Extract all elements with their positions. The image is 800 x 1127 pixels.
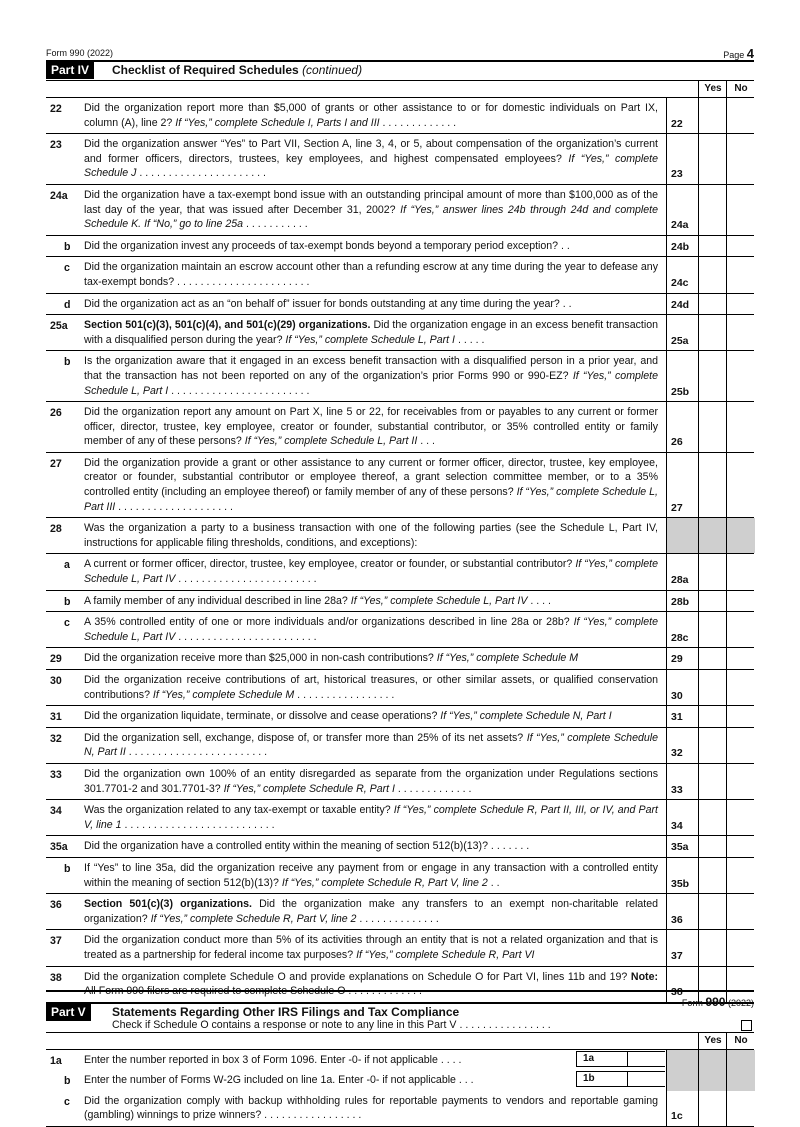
entry-box-label: 1a (576, 1051, 628, 1067)
line-number: 23 (50, 139, 62, 152)
form-id: Form 990 (2022) (46, 48, 114, 58)
question-plain-text: Did the organization comply with backup withholding rules for reportable payments to vendors and reportable gaming (gambling) winnings to prize winners? (84, 1094, 658, 1122)
line-number: b (64, 356, 71, 369)
question-text (84, 315, 658, 350)
part5-row (46, 1070, 754, 1091)
yes-answer-cell[interactable] (698, 648, 727, 669)
question-plain-text: Did the organization have a controlled entity within the meaning of section 512(b)(13)? (84, 840, 488, 853)
checklist-row (46, 764, 754, 800)
question-instruction: If “Yes,” complete Schedule M (152, 688, 295, 701)
leader-dots: . . . . . . . . . . . . . . . . . . . . . . . . (175, 573, 317, 586)
no-answer-cell[interactable] (726, 134, 755, 184)
yes-answer-cell[interactable] (698, 612, 727, 647)
no-answer-cell[interactable] (726, 764, 755, 799)
line-code-cell (666, 706, 699, 727)
checklist-row (46, 706, 754, 728)
question-instruction: If “Yes,” complete Schedule L, Part I (84, 369, 658, 397)
line-number: 35a (50, 841, 68, 854)
line-code: 33 (671, 783, 683, 796)
question-plain-text: Did the organization report more than $5,000 of grants or other assistance to or for domestic individuals on Part IX, column (A), line 2? (84, 102, 658, 129)
question-plain-text: Enter the number reported in box 3 of Form 1096. Enter -0- if not applicable (84, 1053, 438, 1066)
question-instruction: If “Yes,” complete Schedule L, Part II (244, 435, 418, 448)
question-instruction: If “Yes,” complete Schedule I, Parts I and III (175, 116, 380, 129)
leader-dots: . . . . . . . . . . . . . . . . . . . . . . . . . . (121, 818, 275, 831)
leader-dots: . . . . . (455, 333, 485, 346)
page-header (46, 44, 754, 60)
checklist-row (46, 98, 754, 134)
line-number: 25a (50, 320, 68, 333)
yes-answer-cell[interactable] (698, 706, 727, 727)
line-code-cell (666, 894, 699, 929)
checklist-row (46, 554, 754, 590)
checklist-row (46, 858, 754, 894)
yes-answer-cell (698, 1050, 727, 1071)
yes-answer-cell[interactable] (698, 185, 727, 235)
no-answer-cell (726, 1050, 755, 1071)
no-answer-cell[interactable] (726, 1091, 755, 1126)
line-code: 23 (671, 168, 683, 181)
checklist-row (46, 518, 754, 554)
line-code: 30 (671, 689, 683, 702)
line-code-cell (666, 670, 699, 705)
line-code-cell (666, 518, 699, 553)
question-text (84, 518, 658, 553)
line-number: 32 (50, 732, 62, 745)
leader-dots: . . . . . . . . . . . . . . . . . . . . . . . . (168, 384, 310, 397)
question-text (84, 1050, 554, 1071)
question-plain-text: Did the organization conduct more than 5% of its activities through an entity that is not a related organization and that is treated as a partnership for federal income tax purposes? (84, 934, 658, 961)
question-instruction: If “Yes,” complete Schedule J (84, 152, 659, 180)
question-instruction: If “Yes,” complete Schedule R, Part V, line 2 (150, 912, 357, 925)
no-answer-cell[interactable] (726, 706, 755, 727)
line-number: b (64, 595, 71, 608)
question-text (84, 351, 658, 401)
page-number: Page 4 (723, 46, 754, 61)
question-note-label: Note: (630, 970, 658, 983)
question-text (84, 185, 658, 235)
checklist-row (46, 728, 754, 764)
question-plain-text: Did the organization invest any proceeds of tax-exempt bonds beyond a temporary period exception? (84, 239, 559, 252)
line-code-cell (666, 1070, 699, 1091)
line-code: 1c (671, 1110, 683, 1123)
checklist-row (46, 670, 754, 706)
question-text (84, 612, 658, 647)
leader-dots: . . . . . . . . . . . . . (345, 985, 422, 998)
question-plain-text: Was the organization a party to a business transaction with one of the following parties (see the Schedule L, Part IV, instructions for applicable filing thresholds, conditions, and exceptions): (84, 522, 658, 549)
line-code-cell (666, 134, 699, 184)
line-code: 32 (671, 747, 683, 760)
line-code: 25b (671, 385, 690, 398)
question-text (84, 591, 658, 612)
question-plain-text: Did the organization receive more than $25,000 in non-cash contributions? (84, 652, 437, 665)
question-text (84, 1091, 658, 1126)
yes-answer-cell[interactable] (698, 402, 727, 452)
entry-input-field[interactable] (621, 1071, 665, 1087)
question-text (84, 858, 658, 893)
line-code: 38 (671, 986, 683, 999)
yes-answer-cell[interactable] (698, 98, 727, 133)
question-plain-text: If “Yes” to line 35a, did the organization receive any payment from or engage in any transaction with a controlled entity within the meaning of section 512(b)(13)? (84, 861, 658, 889)
line-number: 31 (50, 711, 62, 724)
yes-column-header: Yes (698, 81, 727, 97)
line-code-cell (666, 402, 699, 452)
line-code: 24a (671, 219, 689, 232)
question-text (84, 894, 658, 929)
no-answer-cell[interactable] (726, 453, 755, 517)
no-answer-cell[interactable] (726, 315, 755, 350)
line-code-cell (666, 612, 699, 647)
line-number: 33 (50, 768, 62, 781)
question-text (84, 134, 658, 184)
line-number: 36 (50, 899, 62, 912)
no-answer-cell[interactable] (726, 554, 755, 589)
leader-dots: . . . . . . . . . . . . . . . . . . . . . . . . (125, 746, 268, 759)
part4-title: Checklist of Required Schedules (continued) (112, 63, 363, 77)
leader-dots: . . (487, 876, 500, 889)
yes-answer-cell[interactable] (698, 800, 727, 835)
line-number: 38 (50, 971, 62, 984)
no-answer-cell[interactable] (726, 185, 755, 235)
leader-dots: . . . . (527, 594, 551, 607)
leader-dots: . . . . . . . . . . . . . . . . . (294, 688, 395, 701)
checklist-row (46, 315, 754, 351)
question-text (84, 1070, 554, 1091)
question-instruction: If “Yes,” complete Schedule L, Part IV (84, 616, 659, 643)
question-text (84, 236, 658, 257)
question-plain-text: A current or former officer, director, trustee, key employee, creator or founder, or substantial contributor? (84, 558, 576, 571)
part4-label: Part IV (46, 62, 94, 79)
part4-rows (46, 98, 754, 1003)
yes-answer-cell[interactable] (698, 134, 727, 184)
line-code-cell (666, 98, 699, 133)
line-code: 37 (671, 949, 683, 962)
question-instruction: If “Yes,” complete Schedule N, Part I (440, 710, 612, 723)
line-number: c (64, 262, 70, 275)
line-number: 29 (50, 653, 62, 666)
question-plain-text: Did the organization act as an “on behalf of” issuer for bonds outstanding at any time during the year? (84, 297, 560, 310)
line-code: 28b (671, 595, 690, 608)
no-answer-cell (726, 1070, 755, 1091)
leader-dots: . . . . . . . (487, 840, 530, 853)
line-number: 1a (50, 1054, 62, 1067)
yes-answer-cell[interactable] (698, 315, 727, 350)
line-number: 37 (50, 935, 62, 948)
schedule-o-check-text: Check if Schedule O contains a response or note to any line in this Part V . . . . . . . . . . . . . . . . (112, 1018, 551, 1031)
no-column-header: No (726, 81, 755, 97)
checklist-row (46, 453, 754, 518)
yes-answer-cell[interactable] (698, 728, 727, 763)
question-plain-text: Is the organization aware that it engaged in an excess benefit transaction with a disqualified person in a prior year, and that the transaction has not been reported on any of the organization’s prior Forms 990 or 990-EZ? (84, 355, 658, 382)
question-instruction: If “Yes,” complete Schedule M (436, 652, 579, 665)
line-code-cell (666, 236, 699, 257)
line-code: 35b (671, 877, 690, 890)
yes-no-header (46, 81, 754, 98)
no-answer-cell[interactable] (726, 728, 755, 763)
checklist-row (46, 800, 754, 836)
line-code-cell (666, 185, 699, 235)
no-answer-cell[interactable] (726, 648, 755, 669)
question-text (84, 98, 658, 133)
line-number: b (64, 1075, 71, 1088)
line-code: 29 (671, 653, 683, 666)
no-answer-cell[interactable] (726, 858, 755, 893)
line-code: 25a (671, 334, 689, 347)
line-code: 26 (671, 436, 683, 449)
line-code-cell (666, 257, 699, 292)
question-text (84, 554, 658, 589)
line-number: 28 (50, 523, 62, 536)
question-plain-text: Did the organization own 100% of an entity disregarded as separate from the organization under Regulations sections 301.7701-2 and 301.7701-3? (84, 767, 658, 795)
line-code-cell (666, 351, 699, 401)
line-number: a (64, 559, 70, 572)
form-page (46, 44, 754, 1127)
line-code: 24b (671, 240, 690, 253)
yes-answer-cell[interactable] (698, 670, 727, 705)
line-number: b (64, 862, 71, 875)
question-bold-text: Section 501(c)(3) organizations. (84, 898, 252, 911)
question-text (84, 257, 658, 292)
leader-dots: . . (559, 297, 572, 310)
line-code-cell (666, 800, 699, 835)
line-number: b (64, 240, 71, 253)
checklist-row (46, 134, 754, 185)
question-text (84, 670, 658, 705)
leader-dots: . . . . (437, 1053, 462, 1066)
line-number: c (64, 1095, 70, 1108)
question-plain-text: Was the organization related to any tax-exempt or taxable entity? (84, 804, 394, 817)
question-plain-text: Did the organization liquidate, terminate, or dissolve and cease operations? (84, 710, 441, 723)
line-number: 26 (50, 407, 62, 420)
yes-answer-cell[interactable] (698, 554, 727, 589)
no-answer-cell[interactable] (726, 294, 755, 315)
leader-dots: . . . . . . . . . . . . . (394, 782, 472, 795)
yes-answer-cell[interactable] (698, 1091, 727, 1126)
checklist-row (46, 351, 754, 402)
yes-answer-cell[interactable] (698, 236, 727, 257)
line-code: 24c (671, 276, 689, 289)
no-answer-cell[interactable] (726, 351, 755, 401)
leader-dots: . . . . . . . . . . . . . . . . . . . . (115, 500, 233, 513)
checklist-row (46, 894, 754, 930)
question-plain-text: Did the organization provide a grant or other assistance to any current or former officer, director, trustee, key employee, creator or founder, substantial contributor or employee thereof, a grant selection committee member, or to a 35% controlled entity (including an employee thereof) or family member of any of these persons? (84, 456, 658, 499)
checklist-row (46, 236, 754, 258)
no-answer-cell[interactable] (726, 98, 755, 133)
no-answer-cell[interactable] (726, 236, 755, 257)
line-code-cell (666, 315, 699, 350)
line-code-cell (666, 728, 699, 763)
part5-row (46, 1050, 754, 1071)
yes-column-header: Yes (698, 1033, 727, 1049)
question-instruction: If “Yes,” complete Schedule L, Part IV (350, 594, 528, 607)
checklist-row (46, 402, 754, 453)
leader-dots: . . . . . . . . . . . . . . . . . . . . . . . . (175, 630, 317, 643)
question-plain-text: Did the organization receive contributions of art, historical treasures, or other similar assets, or qualified conservation contributions? (84, 674, 658, 701)
yes-answer-cell (698, 518, 727, 553)
part5-rows (46, 1050, 754, 1127)
line-number: c (64, 617, 70, 630)
checklist-row (46, 591, 754, 613)
question-text (84, 294, 658, 315)
checklist-row (46, 836, 754, 858)
question-text (84, 706, 658, 727)
question-text (84, 402, 658, 452)
question-instruction: If “Yes,” complete Schedule L, Part III (84, 486, 659, 513)
no-answer-cell (726, 518, 755, 553)
question-text (84, 764, 658, 799)
question-text (84, 836, 658, 857)
part4-header (46, 60, 754, 81)
part5-label: Part V (46, 1004, 91, 1021)
no-answer-cell[interactable] (726, 612, 755, 647)
question-instruction: If “Yes,” answer lines 24b through 24d and complete Schedule K. If “No,” go to line 25a (84, 203, 659, 231)
line-code-cell (666, 1091, 699, 1126)
line-code-cell (666, 858, 699, 893)
question-note-text: All Form 990 filers are required to complete Schedule O (84, 985, 346, 998)
question-text (84, 930, 658, 965)
no-answer-cell[interactable] (726, 257, 755, 292)
checklist-row (46, 185, 754, 236)
checklist-row (46, 294, 754, 316)
line-code-cell (666, 554, 699, 589)
question-plain-text: Did the organization sell, exchange, dispose of, or transfer more than 25% of its net assets? (84, 731, 527, 744)
question-text (84, 453, 658, 517)
question-plain-text: Did the organization complete Schedule O and provide explanations on Schedule O for Part VI, lines 11b and 19? (84, 970, 631, 983)
line-code-cell (666, 836, 699, 857)
question-plain-text: Did the organization make any transfers to an exempt non-charitable related organization? (84, 898, 658, 925)
line-number: d (64, 298, 71, 311)
yes-answer-cell[interactable] (698, 453, 727, 517)
leader-dots: . . . . . . . . . . . . . . . . . . . . . . . (174, 275, 310, 288)
line-code-cell (666, 764, 699, 799)
line-code: 36 (671, 913, 683, 926)
part5-yes-no-header (46, 1032, 754, 1050)
yes-answer-cell[interactable] (698, 294, 727, 315)
line-code-cell (666, 453, 699, 517)
no-answer-cell[interactable] (726, 402, 755, 452)
line-number: 24a (50, 189, 68, 202)
leader-dots: . . . . . . . . . . . . . (379, 116, 457, 129)
no-answer-cell[interactable] (726, 836, 755, 857)
question-bold-text: Section 501(c)(3), 501(c)(4), and 501(c)(29) organizations. (84, 319, 371, 332)
no-column-header: No (726, 1033, 755, 1049)
entry-input-field[interactable] (621, 1051, 665, 1067)
page-footer: Form 990 (2022) (46, 990, 754, 1009)
no-answer-cell[interactable] (726, 800, 755, 835)
question-plain-text: Did the organization have a tax-exempt bond issue with an outstanding principal amount of more than $100,000 as of the last day of the year, that was issued after December 31, 2002? (84, 188, 658, 216)
yes-answer-cell[interactable] (698, 257, 727, 292)
leader-dots: . . (558, 239, 570, 252)
line-code: 27 (671, 501, 683, 514)
line-code: 28a (671, 574, 689, 587)
yes-answer-cell[interactable] (698, 351, 727, 401)
question-text (84, 800, 658, 835)
line-code-cell (666, 930, 699, 965)
line-code: 34 (671, 819, 683, 832)
part5-row (46, 1091, 754, 1127)
line-number: 34 (50, 805, 62, 818)
question-plain-text: Did the organization answer “Yes” to Part VII, Section A, line 3, 4, or 5, about compensation of the organization’s current and former officers, directors, trustees, key employees, and highest compensated employees? (84, 138, 658, 165)
line-code-cell (666, 1050, 699, 1071)
part5-title: Statements Regarding Other IRS Filings and Tax Compliance (112, 1004, 460, 1019)
line-number: 30 (50, 675, 62, 687)
line-code: 31 (671, 711, 683, 724)
yes-answer-cell[interactable] (698, 764, 727, 799)
yes-answer-cell[interactable] (698, 930, 727, 965)
question-text (84, 648, 658, 669)
checklist-row (46, 648, 754, 670)
no-answer-cell[interactable] (726, 894, 755, 929)
leader-dots: . . . . . . . . . . . . . . (356, 912, 439, 925)
question-plain-text: Enter the number of Forms W-2G included on line 1a. Enter -0- if not applicable (84, 1074, 456, 1087)
question-instruction: If “Yes,” complete Schedule R, Part VI (356, 948, 535, 961)
question-plain-text: Did the organization report any amount on Part X, line 5 or 22, for receivables from or payables to any current or former officer, director, trustee, key employee, creator or founder, substantial contributor, or 35% controlled entity or family member of any of these persons? (84, 406, 658, 448)
checklist-row (46, 930, 754, 966)
no-answer-cell[interactable] (726, 670, 755, 705)
yes-answer-cell[interactable] (698, 894, 727, 929)
yes-answer-cell[interactable] (698, 858, 727, 893)
leader-dots: . . . . . . . . . . . (243, 218, 308, 231)
question-instruction: If “Yes,” complete Schedule R, Part II, III, or IV, and Part V, line 1 (84, 804, 658, 831)
yes-answer-cell[interactable] (698, 591, 727, 612)
line-code-cell (666, 294, 699, 315)
question-instruction: If “Yes,” complete Schedule N, Part II (84, 731, 658, 759)
question-plain-text: A 35% controlled entity of one or more individuals and/or organizations described in line 28a or 28b? (84, 616, 574, 629)
question-instruction: If “Yes,” complete Schedule L, Part I (285, 333, 455, 346)
line-code: 35a (671, 841, 689, 854)
question-plain-text: Did the organization maintain an escrow account other than a refunding escrow at any time during the year to defease any tax-exempt bonds? (84, 261, 658, 288)
leader-dots: . . . . . . . . . . . . . . . . . (261, 1109, 362, 1122)
entry-box-label: 1b (576, 1071, 628, 1087)
line-code: 24d (671, 298, 690, 311)
no-answer-cell[interactable] (726, 591, 755, 612)
question-text (84, 728, 658, 763)
leader-dots: . . . . . . . . . . . . . . . . . . . . . . (136, 167, 266, 180)
line-number: 27 (50, 457, 62, 470)
checklist-row (46, 612, 754, 648)
schedule-o-checkbox[interactable] (741, 1020, 752, 1031)
line-code: 22 (671, 117, 683, 130)
question-instruction: If “Yes,” complete Schedule L, Part IV (84, 558, 658, 586)
no-answer-cell[interactable] (726, 930, 755, 965)
yes-answer-cell[interactable] (698, 836, 727, 857)
checklist-row (46, 257, 754, 293)
leader-dots: . . . (455, 1074, 474, 1087)
question-instruction: If “Yes,” complete Schedule R, Part I (223, 782, 395, 795)
question-instruction: If “Yes,” complete Schedule R, Part V, line 2 (281, 876, 488, 889)
question-plain-text: Did the organization engage in an excess benefit transaction with a disqualified person during the year? (84, 319, 659, 346)
question-plain-text: A family member of any individual described in line 28a? (84, 594, 351, 607)
leader-dots: . . . (417, 435, 435, 448)
line-number: 22 (50, 103, 62, 115)
line-code-cell (666, 648, 699, 669)
yes-answer-cell (698, 1070, 727, 1091)
line-code: 28c (671, 631, 689, 644)
line-code-cell (666, 591, 699, 612)
